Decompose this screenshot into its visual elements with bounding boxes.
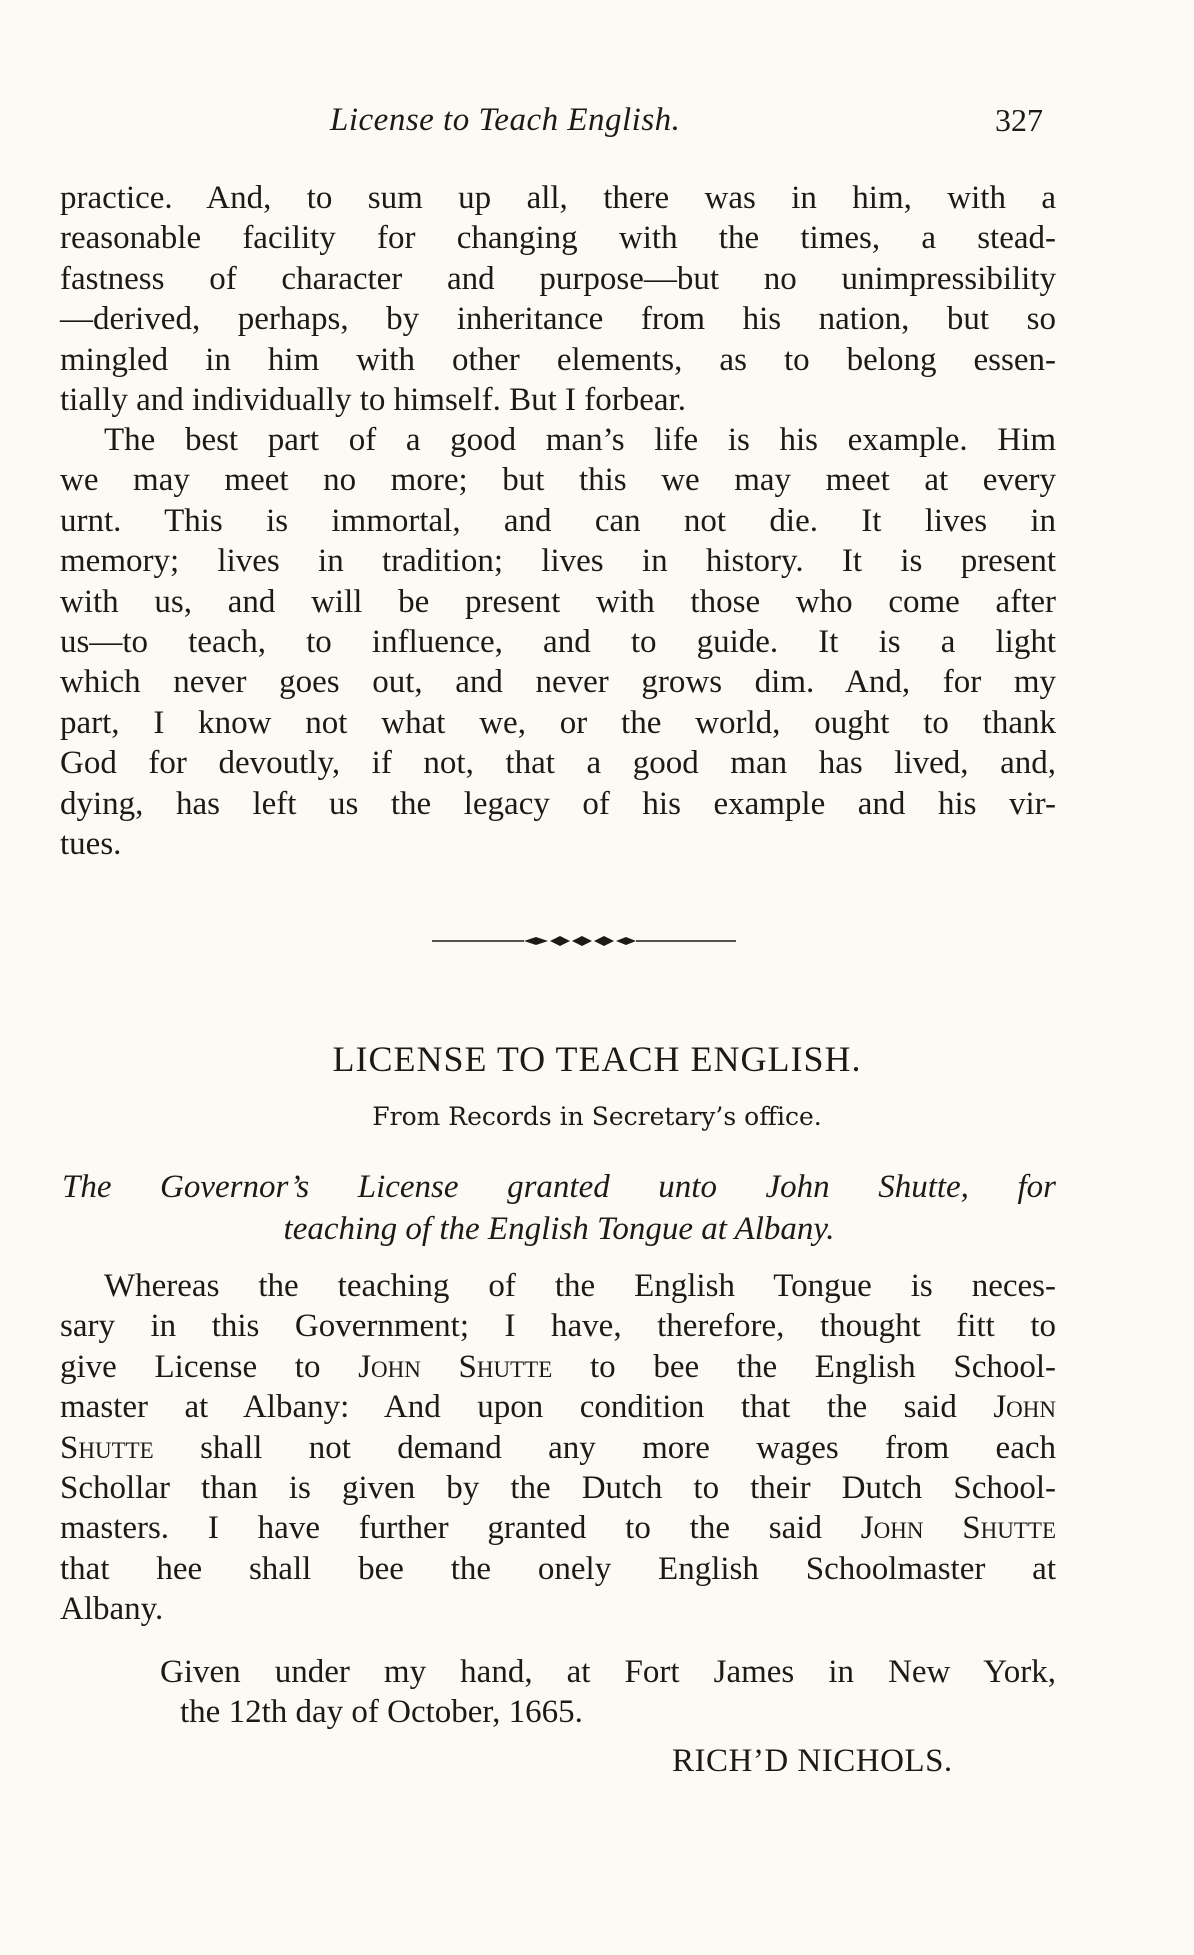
text-line: fastness of character and purpose—but no unimpressibility <box>60 260 1056 297</box>
text-line: sary in this Government; I have, therefore, thought fitt to <box>60 1308 1056 1345</box>
text-line: dying, has left us the legacy of his example and his vir- <box>60 785 1056 822</box>
text-fragment: shall not demand any more wages from each <box>153 1429 1056 1466</box>
text-fragment: to bee the English School- <box>552 1348 1056 1385</box>
text-line: us—to teach, to influence, and to guide. It is a light <box>60 623 1056 660</box>
license-paragraph <box>60 1266 1056 1630</box>
running-head <box>0 102 1194 152</box>
dateline-line: Given under my hand, at Fort James in New York, <box>160 1654 1056 1690</box>
text-line: tially and individually to himself. But I forbear. <box>60 381 686 418</box>
caption-line: teaching of the English Tongue at Albany. <box>283 1211 835 1247</box>
text-line <box>60 1347 1056 1387</box>
person-name: John Shutte <box>860 1510 1056 1547</box>
text-fragment: give License to <box>60 1348 359 1385</box>
text-fragment: master at Albany: And upon condition that the said <box>60 1389 994 1426</box>
text-line: urnt. This is immortal, and can not die. It lives in <box>60 502 1056 539</box>
document-caption <box>62 1166 1056 1250</box>
text-line <box>60 1428 1056 1468</box>
continuation-paragraph <box>60 178 1056 420</box>
text-line: which never goes out, and never grows dim. And, for my <box>60 664 1056 701</box>
text-line: reasonable facility for changing with the times, a stead- <box>60 220 1056 257</box>
text-line: practice. And, to sum up all, there was in him, with a <box>60 180 1056 216</box>
text-line: with us, and will be present with those who come after <box>60 583 1056 620</box>
dateline <box>160 1652 1056 1733</box>
text-line: memory; lives in tradition; lives in history. It is present <box>60 543 1056 580</box>
person-name: John Shutte <box>358 1348 553 1385</box>
text-line: tues. <box>60 825 122 862</box>
page-number: 327 <box>995 102 1043 138</box>
text-line: —derived, perhaps, by inheritance from his nation, but so <box>60 301 1056 338</box>
signature: RICH’D NICHOLS. <box>672 1743 953 1779</box>
text-line: Whereas the teaching of the English Tongue is neces- <box>104 1268 1056 1304</box>
dateline-line: the 12th day of October, 1665. <box>180 1694 583 1731</box>
text-line: Schollar than is given by the Dutch to their Dutch School- <box>60 1469 1056 1506</box>
caption-line: The Governor’s License granted unto John Shutte, for <box>62 1169 1056 1205</box>
section-divider-ornament <box>432 934 736 948</box>
text-line <box>60 1387 1056 1427</box>
text-line: part, I know not what we, or the world, ought to thank <box>60 704 1056 741</box>
text-line: Albany. <box>60 1591 164 1628</box>
section-heading: LICENSE TO TEACH ENGLISH. <box>332 1039 862 1079</box>
text-line: that hee shall bee the onely English Schoolmaster at <box>60 1550 1056 1587</box>
person-name: John <box>993 1389 1056 1426</box>
text-line: The best part of a good man’s life is his example. Him <box>104 422 1056 458</box>
text-line <box>60 1508 1056 1548</box>
source-note: From Records in Secretary’s office. <box>372 1102 822 1131</box>
text-line: we may meet no more; but this we may meet at every <box>60 462 1056 499</box>
running-head-title: License to Teach English. <box>330 102 681 138</box>
example-paragraph <box>60 420 1056 864</box>
text-line: God for devoutly, if not, that a good man has lived, and, <box>60 745 1056 782</box>
text-fragment: masters. I have further granted to the said <box>60 1510 861 1547</box>
person-name: Shutte <box>60 1429 154 1466</box>
text-line: mingled in him with other elements, as to belong essen- <box>60 341 1056 378</box>
